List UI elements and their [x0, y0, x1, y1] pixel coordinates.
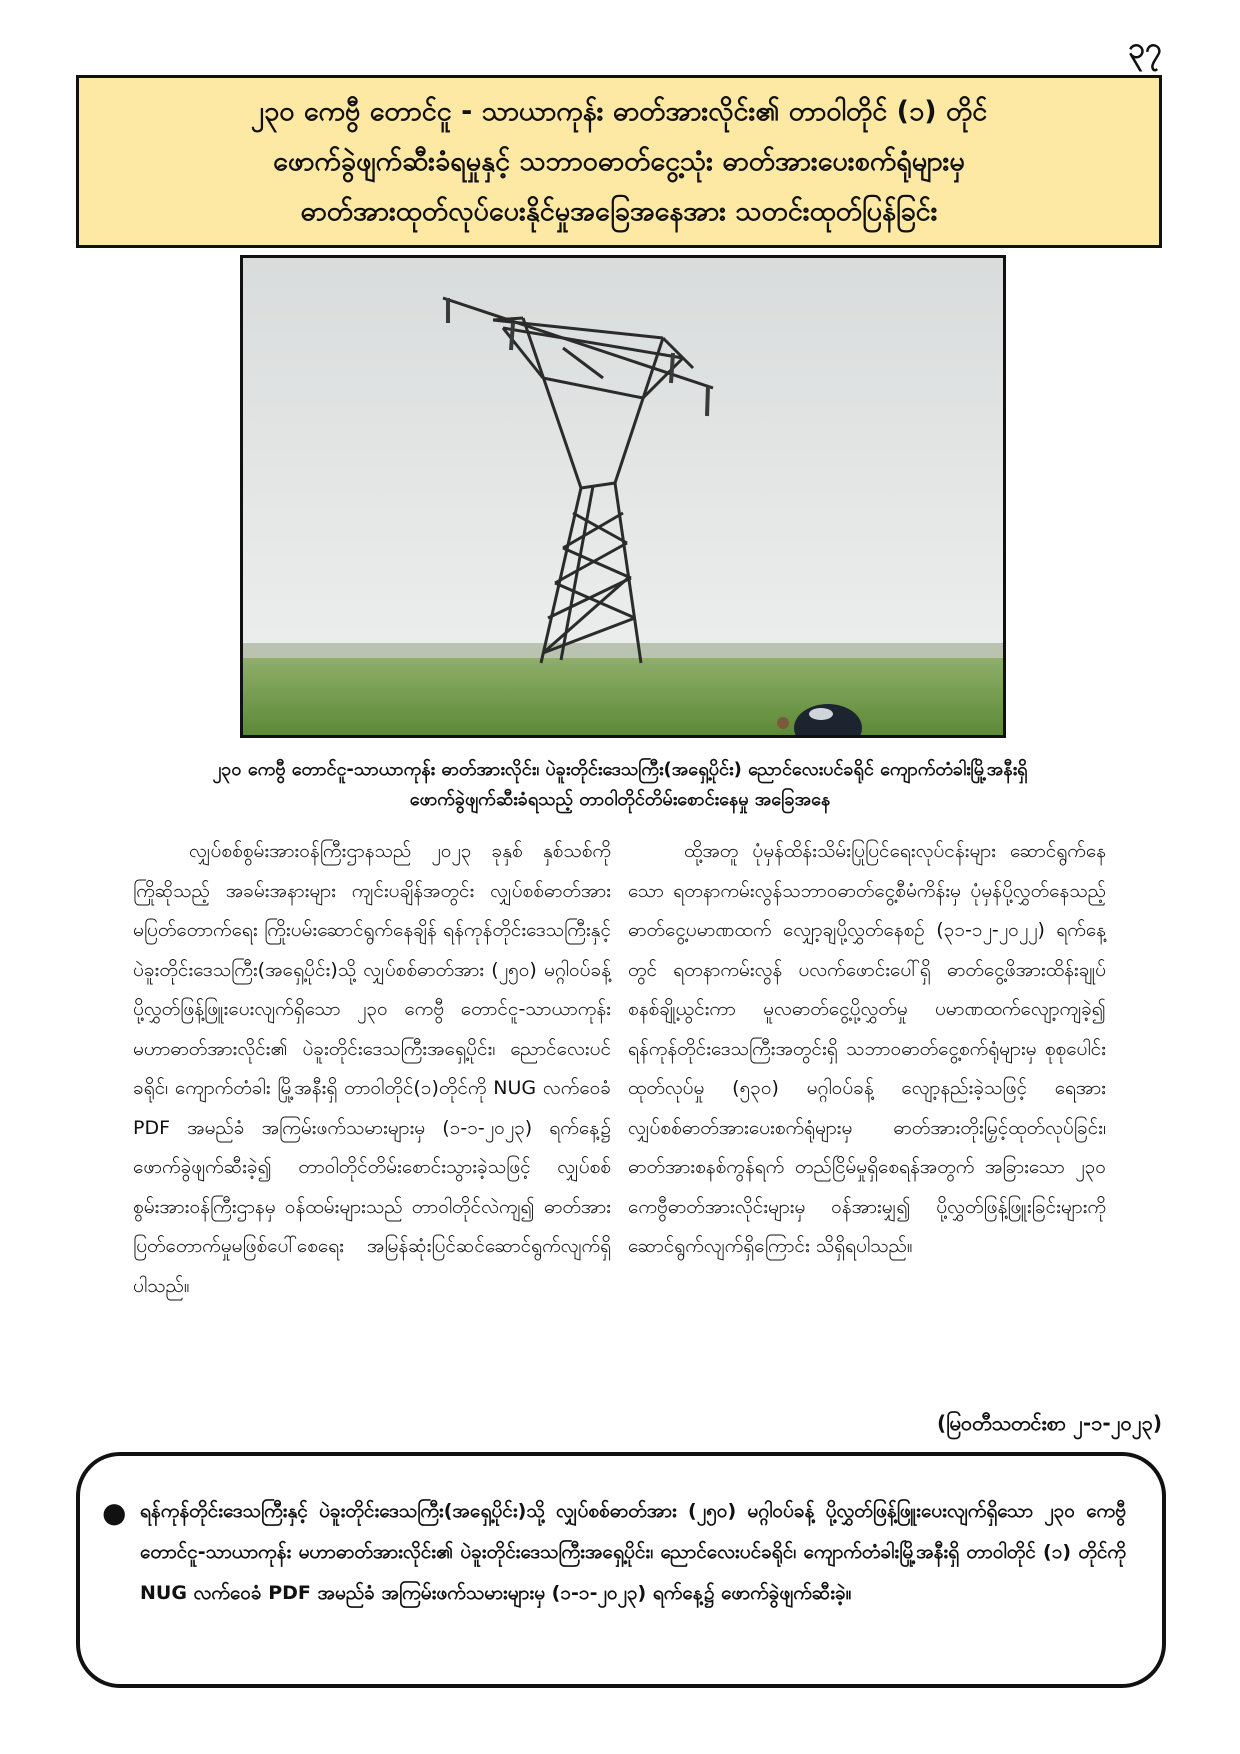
transmission-tower-photo — [240, 255, 1006, 738]
title-box — [76, 75, 1162, 248]
photo-caption — [60, 755, 1180, 815]
summary-text: ရန်ကုန်တိုင်းဒေသကြီးနှင့် ပဲခူးတိုင်းဒေသကြီး(အရှေ့ပိုင်း)သို့ လျှပ်စစ်ဓာတ်အား (၂၅၀) မဂ္ဂါဝပ်ခန့် ပို့လွှတ်ဖြန့်ဖြူးပေးလျက်ရှိသော ၂၃၀ ကေဗွီ တောင်ငူ-သာယာကုန်း မဟာဓာတ်အားလိုင်း၏ ပဲခူးတိုင်းဒေသကြီးအရှေ့ပိုင်း၊ ညောင်လေးပင်ခရိုင်၊ ကျောက်တံခါးမြို့အနီးရှိ တာဝါတိုင် (၁) တိုင်ကို NUG လက်ဝေခံ PDF အမည်ခံ အကြမ်းဖက်သမားများမှ (၁-၁-၂၀၂၃) ရက်နေ့၌ ဖောက်ခွဲဖျက်ဆီးခဲ့။ — [140, 1500, 1126, 1604]
title-line-1: ၂၃၀ ကေဗွီ တောင်ငူ - သာယာကုန်း ဓာတ်အားလိုင်း၏ တာဝါတိုင် (၁) တိုင် — [250, 95, 988, 127]
title-line-2: ဖောက်ခွဲဖျက်ဆီးခံရမှုနှင့် သဘာဝဓာတ်ငွေ့သုံး ဓာတ်အားပေးစက်ရုံများမှ — [273, 145, 965, 177]
caption-line-1: ၂၃၀ ကေဗွီ တောင်ငူ-သာယာကုန်း ဓာတ်အားလိုင်း၊ ပဲခူးတိုင်းဒေသကြီး(အရှေ့ပိုင်း) ညောင်လေးပင်ခရိုင် ကျောက်တံခါးမြို့အနီးရှိ — [212, 759, 1028, 780]
article-paragraph-left: လျှပ်စစ်စွမ်းအားဝန်ကြီးဌာနသည် ၂၀၂၃ ခုနှစ် နှစ်သစ်ကို ကြိုဆိုသည့် အခမ်းအနားများ ကျင်းပချိန်အတွင်း လျှပ်စစ်ဓာတ်အားမပြတ်တောက်ရေး ကြိုးပမ်းဆောင်ရွက်နေချိန် ရန်ကုန်တိုင်းဒေသကြီးနှင့် ပဲခူးတိုင်းဒေသကြီး(အရှေ့ပိုင်း)သို့ လျှပ်စစ်ဓာတ်အား (၂၅၀) မဂ္ဂါဝပ်ခန့် ပို့လွှတ်ဖြန့်ဖြူးပေးလျက်ရှိသော ၂၃၀ ကေဗွီ တောင်ငူ-သာယာကုန်း မဟာဓာတ်အားလိုင်း၏ ပဲခူးတိုင်းဒေသကြီးအရှေ့ပိုင်း၊ ညောင်လေးပင်ခရိုင်၊ ကျောက်တံခါး မြို့အနီးရှိ တာဝါတိုင်(၁)တိုင်ကို NUG လက်ဝေခံ PDF အမည်ခံ အကြမ်းဖက်သမားများမှ (၁-၁-၂၀၂၃) ရက်နေ့၌ ဖောက်ခွဲဖျက်ဆီးခဲ့၍ တာဝါတိုင်တိမ်းစောင်းသွားခဲ့သဖြင့် လျှပ်စစ်စွမ်းအားဝန်ကြီးဌာနမှ ဝန်ထမ်းများသည် တာဝါတိုင်လဲကျ၍ ဓာတ်အားပြတ်တောက်မှုမဖြစ်ပေါ်စေရေး အမြန်ဆုံးပြင်ဆင်ဆောင်ရွက်လျက်ရှိပါသည်။ — [133, 840, 611, 1297]
caption-line-2: ဖောက်ခွဲဖျက်ဆီးခံရသည့် တာဝါတိုင်တိမ်းစောင်းနေမှု အခြေအနေ — [409, 789, 831, 810]
news-source: (မြဝတီသတင်းစာ ၂-၁-၂၀၂၃) — [936, 1411, 1162, 1435]
summary-box — [76, 1452, 1166, 1688]
bullet-icon: ● — [102, 1496, 127, 1529]
tilted-tower-illustration — [243, 258, 1003, 735]
page-number: ၃၇ — [1128, 31, 1162, 66]
article-left-column — [133, 832, 611, 1306]
article-paragraph-right: ထို့အတူ ပုံမှန်ထိန်းသိမ်းပြုပြင်ရေးလုပ်ငန်းများ ဆောင်ရွက်နေသော ရတနာကမ်းလွန်သဘာဝဓာတ်ငွေ့စီမံကိန်းမှ ပုံမှန်ပို့လွှတ်နေသည့် ဓာတ်ငွေ့ပမာဏထက် လျှော့ချပို့လွှတ်နေစဉ် (၃၁-၁၂-၂၀၂၂) ရက်နေ့တွင် ရတနာကမ်းလွန် ပလက်ဖောင်းပေါ်ရှိ ဓာတ်ငွေ့ဖိအားထိန်းချုပ်စနစ်ချို့ယွင်းကာ မူလဓာတ်ငွေ့ပို့လွှတ်မှု ပမာဏထက်လျော့ကျခဲ့၍ ရန်ကုန်တိုင်းဒေသကြီးအတွင်းရှိ သဘာဝဓာတ်ငွေ့စက်ရုံများမှ စုစုပေါင်းထုတ်လုပ်မှု (၅၃၀) မဂ္ဂါဝပ်ခန့် လျော့နည်းခဲ့သဖြင့် ရေအားလျှပ်စစ်ဓာတ်အားပေးစက်ရုံများမှ ဓာတ်အားတိုးမြှင့်ထုတ်လုပ်ခြင်း၊ ဓာတ်အားစနစ်ကွန်ရက် တည်ငြိမ်မှုရှိစေရန်အတွက် အခြားသော ၂၃၀ ကေဗွီဓာတ်အားလိုင်းများမှ ဝန်အားမျှ၍ ပို့လွှတ်ဖြန့်ဖြူးခြင်းများကို ဆောင်ရွက်လျက်ရှိကြောင်း သိရှိရပါသည်။ — [628, 840, 1106, 1257]
article-right-column — [628, 832, 1106, 1267]
title-line-3: ဓာတ်အားထုတ်လုပ်ပေးနိုင်မှုအခြေအနေအား သတင်းထုတ်ပြန်ခြင်း — [300, 195, 938, 227]
